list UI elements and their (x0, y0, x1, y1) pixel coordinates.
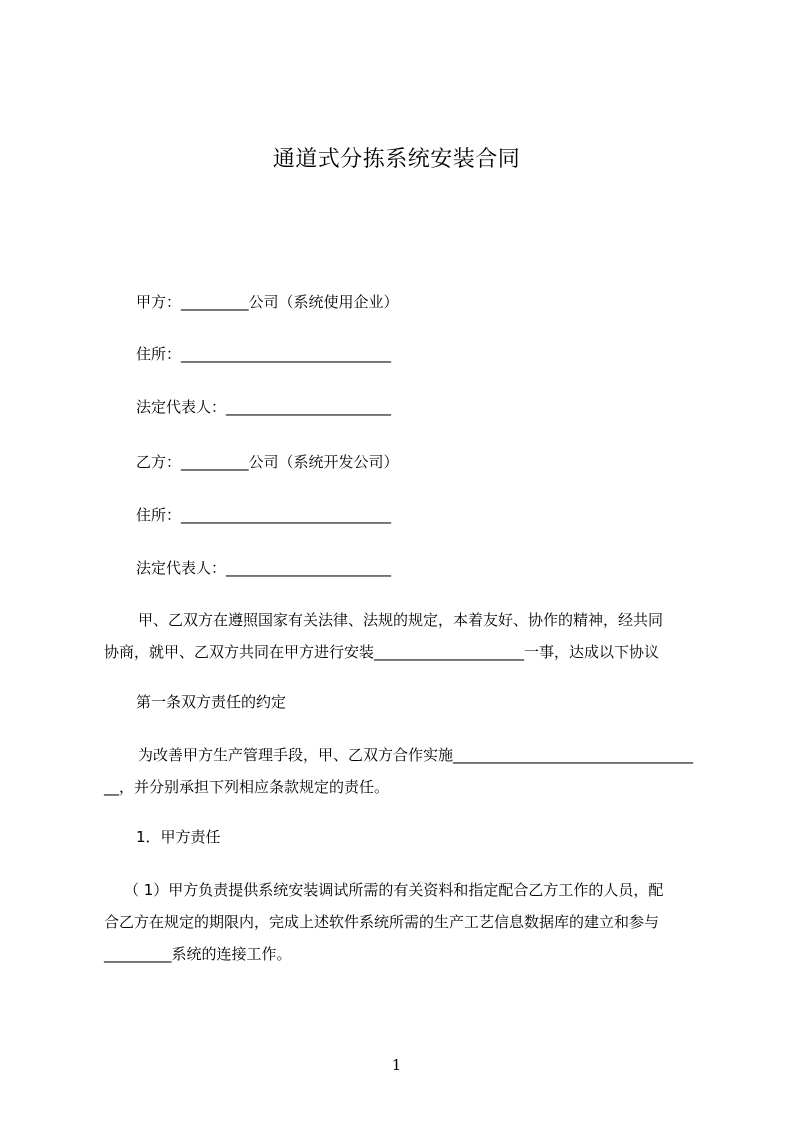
preamble-line-2: 协商，就甲、乙双方共同在甲方进行安装____________________一事，达成以下协议 (104, 643, 660, 661)
duty-item-1-line-2: 合乙方在规定的期限内，完成上述软件系统所需的生产工艺信息数据库的建立和参与 (104, 913, 660, 931)
article-1-paragraph (104, 745, 704, 797)
party-a-representative: 法定代表人：______________________ (136, 398, 392, 416)
page-title: 通道式分拣系统安装合同 (272, 147, 521, 172)
article-1-heading: 第一条双方责任的约定 (136, 693, 287, 711)
party-a-duty-item-1 (104, 880, 704, 964)
party-b-line: 乙方：_________公司（系统开发公司） (136, 453, 399, 471)
duty-item-1-line-1: （ 1）甲方负责提供系统安装调试所需的有关资料和指定配合乙方工作的人员，配 (124, 881, 664, 899)
page-number: 1 (391, 1056, 402, 1074)
party-a-address: 住所：____________________________ (136, 345, 392, 363)
preamble-line-1: 甲、乙双方在遵照国家有关法律、法规的规定，本着友好、协作的精神，经共同 (138, 611, 664, 629)
duty-item-1-line-3: _________系统的连接工作。 (104, 945, 292, 963)
article-1-line-1: 为改善甲方生产管理手段，甲、乙双方合作实施________________________________ (138, 746, 694, 764)
preamble-paragraph (104, 610, 704, 662)
party-a-duties-heading: 1．甲方责任 (136, 828, 221, 846)
article-1-line-2: __，并分别承担下列相应条款规定的责任。 (104, 778, 390, 796)
party-b-address: 住所：____________________________ (136, 506, 392, 524)
party-a-line: 甲方：_________公司（系统使用企业） (136, 293, 399, 311)
party-b-representative: 法定代表人：______________________ (136, 559, 392, 577)
